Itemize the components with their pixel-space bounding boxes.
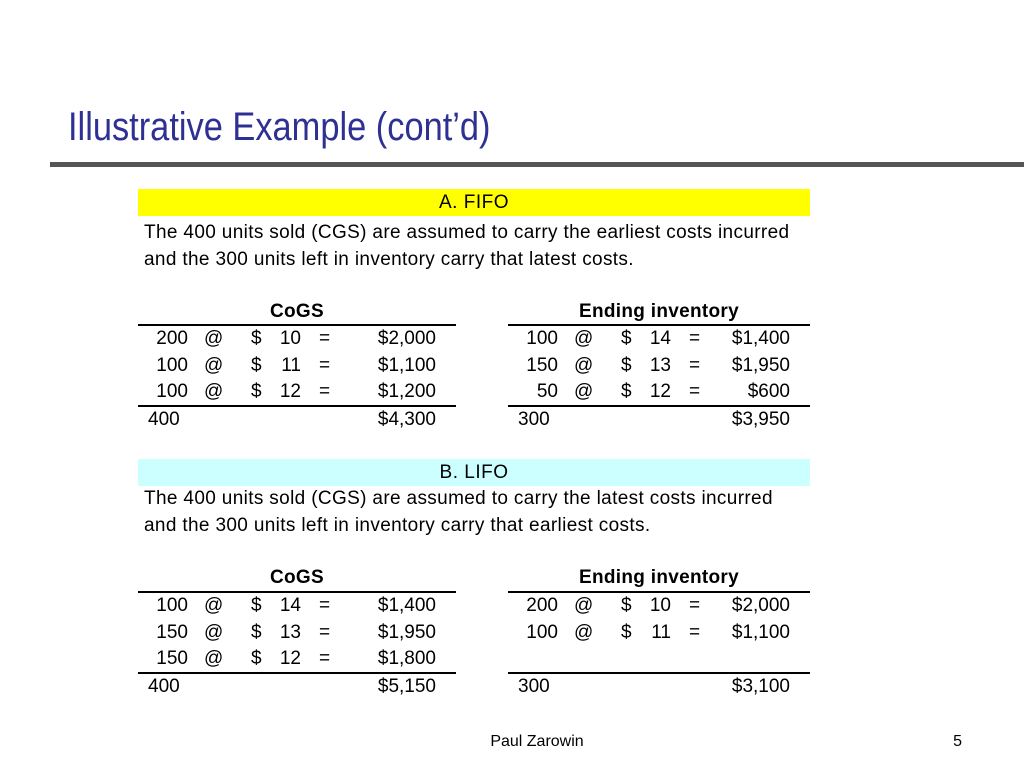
lifo-cogs-header: CoGS [270,567,324,588]
row-units: 200 [526,595,558,616]
row-unit-price: 10 [279,328,301,349]
row-amount: $2,000 [731,595,790,616]
row-at-sign: @ [204,648,224,669]
row-dollar-sign: $ [251,595,262,616]
row-unit-price: 12 [279,381,301,402]
row-equals-sign: = [319,648,331,669]
fifo-cogs-header: CoGS [270,301,324,322]
row-dollar-sign: $ [621,328,632,349]
table-row [138,379,456,405]
row-amount: $1,400 [731,328,790,349]
fifo-cogs-total-row [138,407,456,433]
row-units: 100 [526,328,558,349]
row-at-sign: @ [574,328,594,349]
lifo-description: The 400 units sold (CGS) are assumed to carry the latest costs incurred and the 300 units left in inventory carry that earliest costs. [144,488,773,536]
row-equals-sign: = [319,621,331,643]
lifo-ending-total-row [508,674,810,700]
row-at-sign: @ [204,381,224,402]
row-at-sign: @ [574,381,594,402]
row-amount: $1,200 [377,381,436,402]
row-units: 150 [526,354,558,376]
row-equals-sign: = [319,354,331,376]
row-dollar-sign: $ [251,621,262,643]
row-at-sign: @ [204,328,224,349]
row-amount: $1,400 [377,595,436,616]
row-equals-sign: = [689,621,701,643]
row-equals-sign: = [319,328,331,349]
row-at-sign: @ [574,621,594,643]
total-amount: $4,300 [377,409,436,430]
row-dollar-sign: $ [251,381,262,402]
row-at-sign: @ [204,621,224,643]
row-dollar-sign: $ [251,648,262,669]
total-amount: $3,950 [731,409,790,430]
row-unit-price: 13 [279,621,301,643]
row-units: 200 [156,328,188,349]
title-rule [50,162,1024,167]
row-amount: $1,950 [731,354,790,376]
row-unit-price: 11 [651,621,671,643]
row-unit-price: 12 [649,381,671,402]
total-units: 300 [518,676,550,697]
fifo-description: The 400 units sold (CGS) are assumed to carry the earliest costs incurred and the 300 units left in inventory carry that latest costs. [144,222,790,270]
row-at-sign: @ [574,595,594,616]
row-unit-price: 12 [279,648,301,669]
row-dollar-sign: $ [621,381,632,402]
row-equals-sign: = [689,381,701,402]
row-amount: $600 [747,381,790,402]
row-dollar-sign: $ [621,621,632,643]
lifo-cogs-total-row [138,674,456,700]
footer-author: Paul Zarowin [490,733,584,750]
row-amount: $1,100 [377,354,436,376]
table-row [138,326,456,352]
page-number: 5 [953,733,962,750]
fifo-ending-header: Ending inventory [579,301,739,322]
row-equals-sign: = [689,328,701,349]
row-at-sign: @ [204,595,224,616]
row-units: 150 [156,621,188,643]
table-row [138,620,456,646]
row-unit-price: 13 [649,354,671,376]
row-unit-price: 14 [279,595,301,616]
fifo-ending-total-row [508,407,810,433]
total-amount: $5,150 [377,676,436,697]
total-units: 400 [148,409,180,430]
fifo-section-header: A. FIFO [138,189,810,216]
row-units: 50 [536,381,558,402]
row-equals-sign: = [689,595,701,616]
row-units: 100 [156,381,188,402]
row-amount: $1,800 [377,648,436,669]
row-unit-price: 10 [649,595,671,616]
table-row [508,379,810,405]
row-equals-sign: = [319,595,331,616]
total-units: 400 [148,676,180,697]
row-at-sign: @ [204,354,224,376]
lifo-ending-header: Ending inventory [579,567,739,588]
total-amount: $3,100 [731,676,790,697]
lifo-section-header: B. LIFO [138,459,810,486]
row-equals-sign: = [689,354,701,376]
row-amount: $1,950 [377,621,436,643]
row-dollar-sign: $ [621,354,632,376]
row-dollar-sign: $ [251,354,262,376]
table-row [138,593,456,619]
row-units: 100 [156,595,188,616]
table-row [138,646,456,672]
row-at-sign: @ [574,354,594,376]
table-row [508,620,810,646]
row-amount: $1,100 [731,621,790,643]
row-amount: $2,000 [377,328,436,349]
row-unit-price: 11 [281,354,301,376]
table-row [138,353,456,379]
row-dollar-sign: $ [251,328,262,349]
row-equals-sign: = [319,381,331,402]
table-row [508,593,810,619]
row-units: 150 [156,648,188,669]
table-row [508,326,810,352]
row-dollar-sign: $ [621,595,632,616]
table-row [508,353,810,379]
total-units: 300 [518,409,550,430]
row-unit-price: 14 [649,328,671,349]
slide-title: Illustrative Example (cont’d) [68,105,491,149]
row-units: 100 [156,354,188,376]
row-units: 100 [526,621,558,643]
